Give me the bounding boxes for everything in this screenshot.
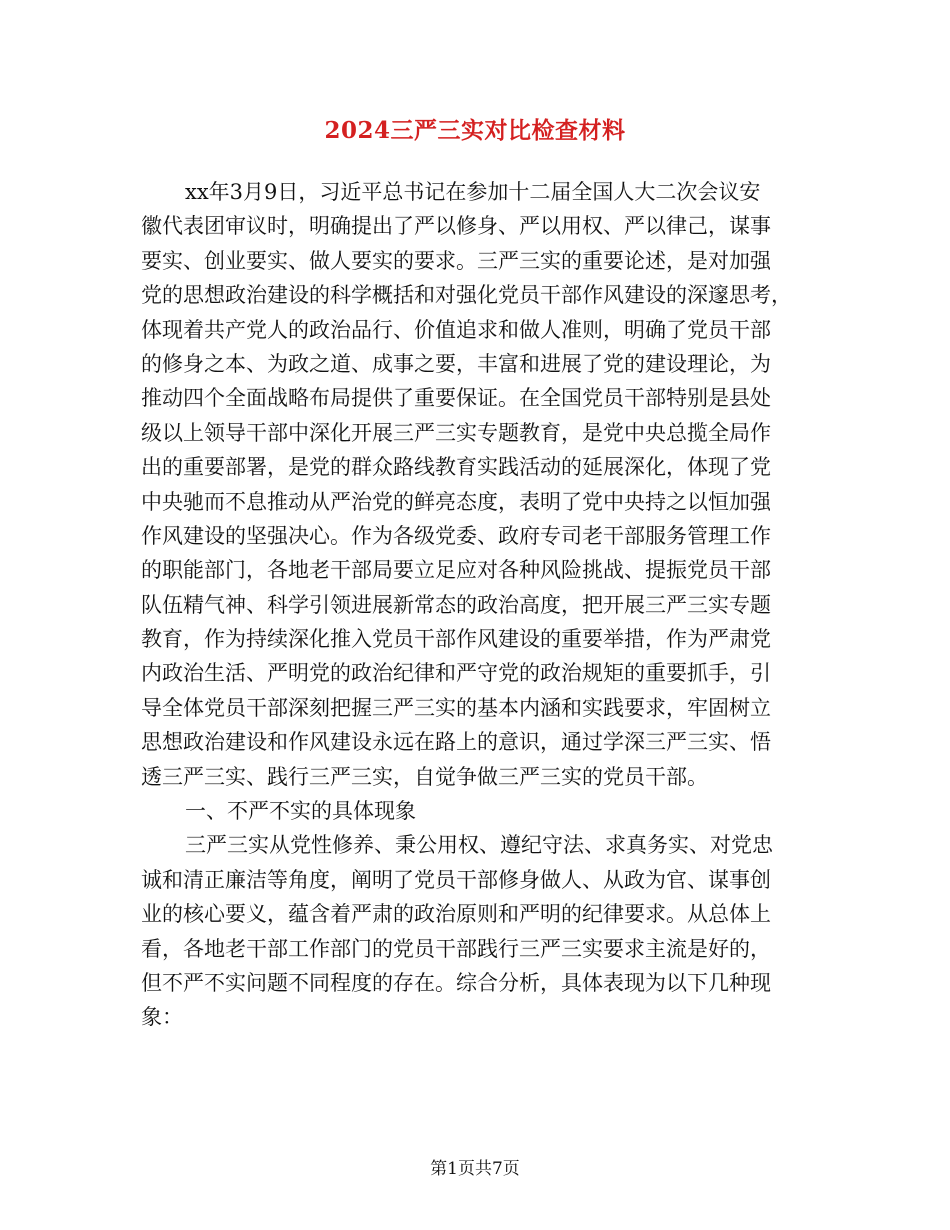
text-line: 级以上领导干部中深化开展三严三实专题教育，是党中央总揽全局作 bbox=[141, 420, 771, 445]
text-line: 徽代表团审议时，明确提出了严以修身、严以用权、严以律己，谋事 bbox=[141, 214, 771, 239]
text-line: 导全体党员干部深刻把握三严三实的基本内涵和实践要求，牢固树立 bbox=[141, 695, 771, 720]
text-line: 出的重要部署，是党的群众路线教育实践活动的延展深化，体现了党 bbox=[141, 455, 771, 480]
text-line: 透三严三实、践行三严三实，自觉争做三严三实的党员干部。 bbox=[141, 764, 708, 789]
text-line: xx年3月9日，习近平总书记在参加十二届全国人大二次会议安 bbox=[185, 180, 761, 204]
text-line: 看，各地老干部工作部门的党员干部践行三严三实要求主流是好的， bbox=[141, 936, 771, 961]
text-line: 但不严不实问题不同程度的存在。综合分析，具体表现为以下几种现 bbox=[141, 970, 771, 995]
text-line: 体现着共产党人的政治品行、价值追求和做人准则，明确了党员干部 bbox=[141, 317, 771, 342]
text-line: 三严三实从党性修养、秉公用权、遵纪守法、求真务实、对党忠 bbox=[185, 833, 773, 858]
text-line: 思想政治建设和作风建设永远在路上的意识，通过学深三严三实、悟 bbox=[141, 730, 771, 755]
document-body bbox=[141, 175, 803, 1035]
text-line: 的修身之本、为政之道、成事之要，丰富和进展了党的建设理论，为 bbox=[141, 351, 771, 376]
text-line: 内政治生活、严明党的政治纪律和严守党的政治规矩的重要抓手，引 bbox=[141, 661, 771, 686]
text-line: 党的思想政治建设的科学概括和对强化党员干部作风建设的深邃思考， bbox=[141, 283, 792, 308]
section-heading: 一、不严不实的具体现象 bbox=[185, 799, 416, 824]
text-line: 作风建设的坚强决心。作为各级党委、政府专司老干部服务管理工作 bbox=[141, 523, 771, 548]
text-line: 教育，作为持续深化推入党员干部作风建设的重要举措，作为严肃党 bbox=[141, 627, 771, 652]
page-footer: 第1页共7页 bbox=[430, 1159, 520, 1179]
text-line: 队伍精气神、科学引领进展新常态的政治高度，把开展三严三实专题 bbox=[141, 592, 771, 617]
text-line: 推动四个全面战略布局提供了重要保证。在全国党员干部特别是县处 bbox=[141, 386, 771, 411]
text-line: 象： bbox=[141, 1005, 183, 1030]
text-line: 要实、创业要实、做人要实的要求。三严三实的重要论述，是对加强 bbox=[141, 248, 771, 273]
document-title: 2024三严三实对比检查材料 bbox=[324, 117, 626, 144]
text-line: 中央驰而不息推动从严治党的鲜亮态度，表明了党中央持之以恒加强 bbox=[141, 489, 771, 514]
text-line: 业的核心要义，蕴含着严肃的政治原则和严明的纪律要求。从总体上 bbox=[141, 902, 771, 927]
text-line: 的职能部门，各地老干部局要立足应对各种风险挑战、提振党员干部 bbox=[141, 558, 771, 583]
text-line: 诚和清正廉洁等角度，阐明了党员干部修身做人、从政为官、谋事创 bbox=[141, 867, 771, 892]
